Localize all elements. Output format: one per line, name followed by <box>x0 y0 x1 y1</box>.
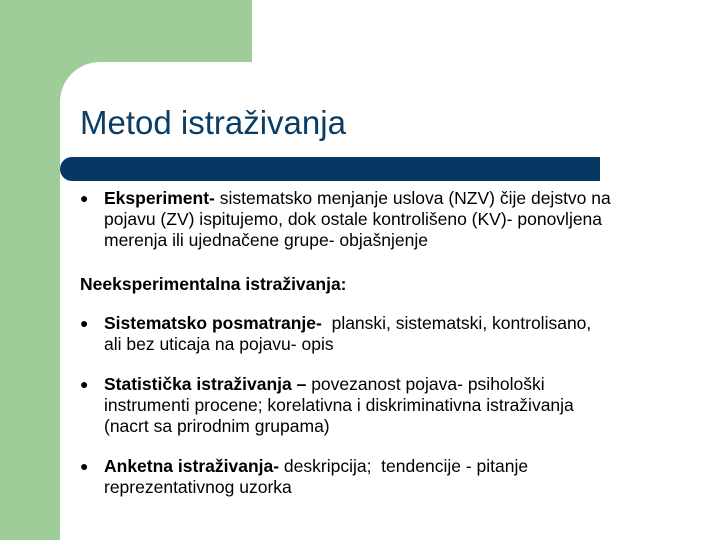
nonexperimental-heading: Neeksperimentalna istraživanja: <box>80 274 347 294</box>
bullet-dot-icon: ● <box>80 458 89 474</box>
statistical-line-2: instrumenti procene; korelativna i diskriminativna istraživanja <box>104 395 574 415</box>
bullet-text <box>104 313 690 355</box>
term-statistical: Statistička istraživanja – <box>104 374 307 394</box>
term-survey: Anketna istraživanja- <box>104 456 280 476</box>
experiment-line-3: merenja ili ujednačene grupe- objašnjenje <box>104 230 428 250</box>
survey-line-2: reprezentativnog uzorka <box>104 477 292 497</box>
bullet-dot-icon: ● <box>80 315 89 331</box>
bullet-text <box>104 456 690 498</box>
bullet-dot-icon: ● <box>80 376 89 392</box>
survey-line-1: deskripcija; tendencije - pitanje <box>279 456 529 476</box>
statistical-line-1: povezanost pojava- psihološki <box>306 374 545 394</box>
bullet-text <box>104 374 690 437</box>
statistical-line-3: (nacrt sa prirodnim grupama) <box>104 416 330 436</box>
slide-title: Metod istraživanja <box>80 104 346 141</box>
experiment-line-2: pojavu (ZV) ispitujemo, dok ostale kontrolišeno (KV)- ponovljena <box>104 209 603 229</box>
observation-line-1: planski, sistematski, kontrolisano, <box>321 313 592 333</box>
bullet-text <box>104 188 690 251</box>
observation-line-2: ali bez uticaja na pojavu- opis <box>104 334 334 354</box>
term-experiment: Eksperiment- <box>104 188 215 208</box>
bullet-dot-icon: ● <box>80 190 89 206</box>
experiment-line-1: sistematsko menjanje uslova (NZV) čije dejstvo na <box>219 188 611 208</box>
term-observation: Sistematsko posmatranje- <box>104 313 322 333</box>
